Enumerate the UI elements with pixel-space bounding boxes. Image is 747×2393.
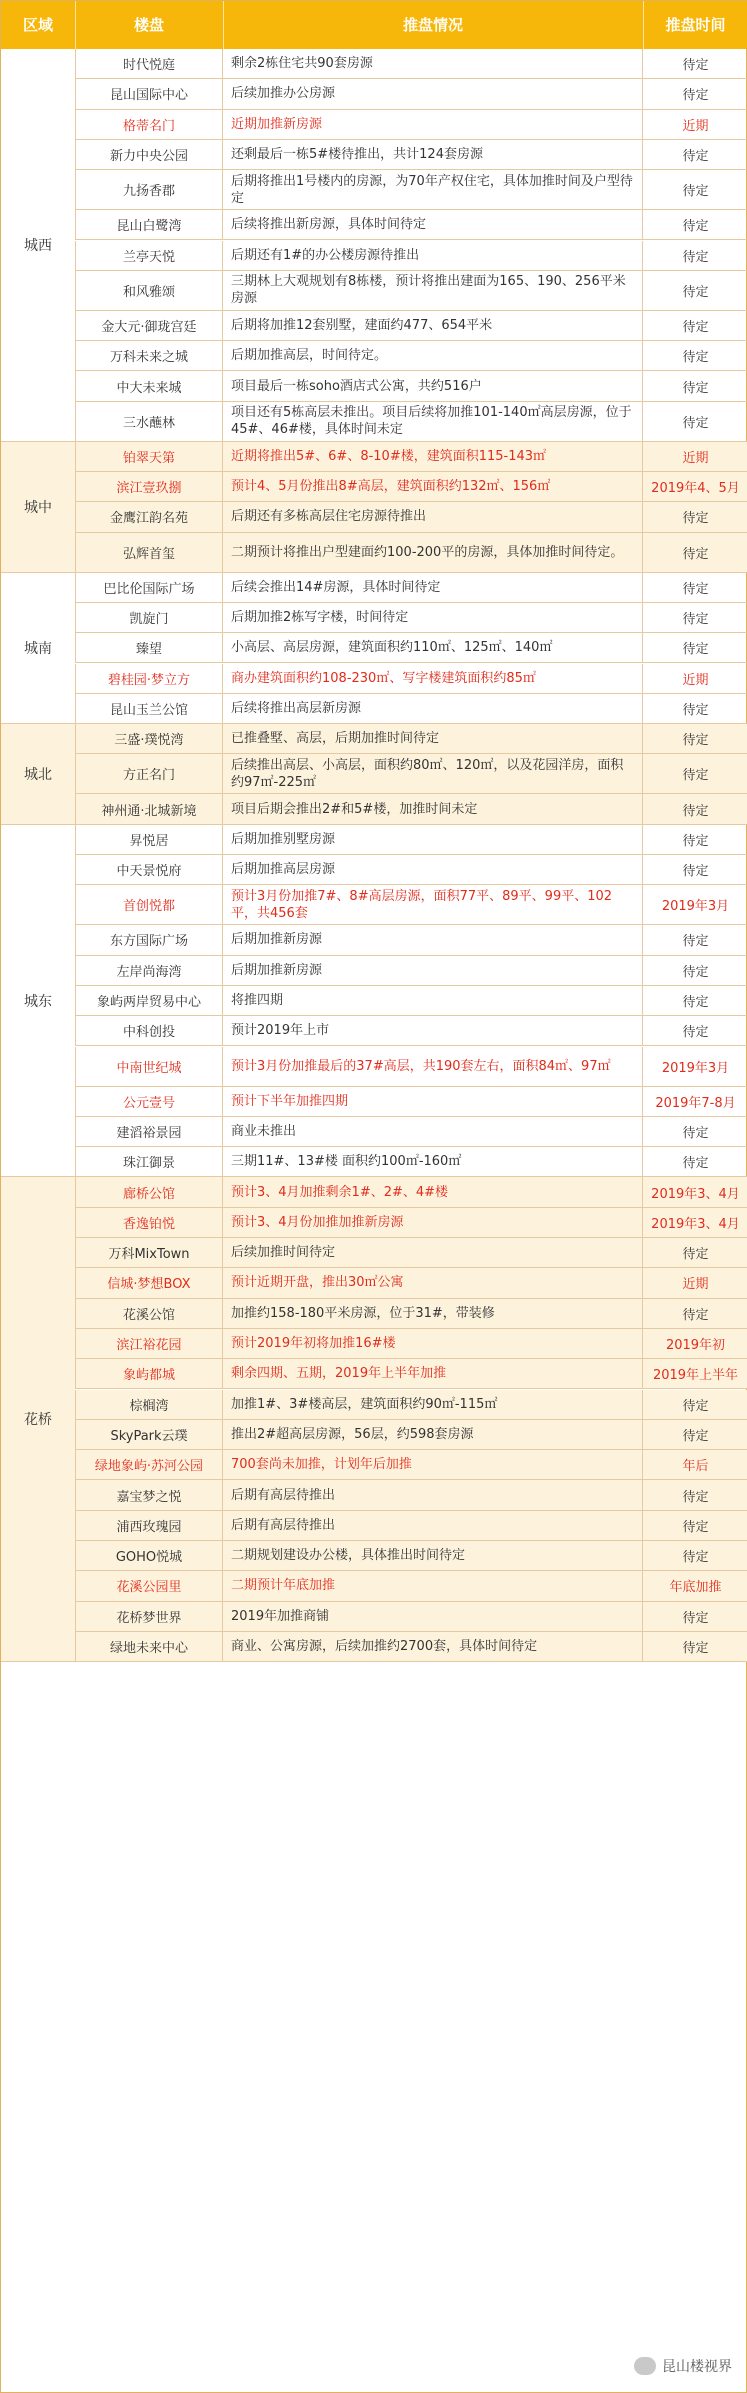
project-name: 三水蘸林 <box>75 402 223 441</box>
table-row <box>75 271 747 311</box>
project-name: 方正名门 <box>75 754 223 793</box>
table-row <box>75 1016 747 1046</box>
project-name: 昆山白鹭湾 <box>75 210 223 239</box>
launch-time: 2019年7-8月 <box>655 1095 736 1111</box>
project-name: 中南世纪城 <box>75 1047 223 1086</box>
launch-time: 待定 <box>682 380 709 396</box>
launch-description: 预计3、4月加推剩余1#、2#、4#楼 <box>223 1177 643 1206</box>
project-name: 三盛·璞悦湾 <box>75 724 223 753</box>
launch-time: 待定 <box>682 995 709 1011</box>
table-row <box>75 79 747 109</box>
launch-description: 后期加推别墅房源 <box>223 825 643 854</box>
launch-description: 后期将推出1号楼内的房源，为70年产权住宅，具体加推时间及户型待定 <box>223 170 643 209</box>
header-time: 推盘时间 <box>665 16 726 34</box>
launch-time: 2019年初 <box>665 1338 726 1354</box>
area-cell: 城中 <box>1 442 75 573</box>
launch-time: 2019年上半年 <box>652 1368 739 1384</box>
project-name: 廊桥公馆 <box>75 1177 223 1206</box>
project-name: 中天景悦府 <box>75 855 223 884</box>
table-row <box>75 1602 747 1632</box>
table-row <box>75 1208 747 1238</box>
launch-time: 待定 <box>682 149 709 165</box>
launch-description: 商业未推出 <box>223 1117 643 1146</box>
table-row <box>75 49 747 79</box>
table-row <box>75 502 747 532</box>
project-name: 建滔裕景园 <box>75 1117 223 1146</box>
project-name: 铂翠天第 <box>75 442 223 471</box>
launch-time: 待定 <box>682 612 709 628</box>
launch-description: 加推1#、3#楼高层，建筑面积约90㎡-115㎡ <box>223 1390 643 1419</box>
project-name: 臻望 <box>75 633 223 662</box>
table-row <box>75 1047 747 1087</box>
launch-description: 后续加推办公房源 <box>223 79 643 108</box>
launch-time: 2019年4、5月 <box>651 481 740 497</box>
launch-description: 三期11#、13#楼 面积约100㎡-160㎡ <box>223 1147 643 1176</box>
launch-description: 还剩最后一栋5#楼待推出，共计124套房源 <box>223 140 643 169</box>
project-name: 公元壹号 <box>75 1087 223 1116</box>
project-name: 绿地象屿·苏河公园 <box>75 1450 223 1479</box>
launch-description: 后续加推时间待定 <box>223 1238 643 1267</box>
table-row <box>75 1238 747 1268</box>
launch-description: 后期有高层待推出 <box>223 1511 643 1540</box>
launch-time: 待定 <box>682 350 709 366</box>
launch-time: 待定 <box>682 1550 709 1566</box>
table-row <box>75 1268 747 1298</box>
launch-description: 预计3、4月份加推加推新房源 <box>223 1208 643 1237</box>
project-name: 棕榈湾 <box>75 1390 223 1419</box>
table-row <box>75 442 747 472</box>
launch-description: 后期还有1#的办公楼房源待推出 <box>223 241 643 270</box>
project-name: 金鹰江韵名苑 <box>75 502 223 531</box>
launch-time: 待定 <box>682 1428 709 1444</box>
project-name: 碧桂园·梦立方 <box>75 664 223 693</box>
project-name: 嘉宝梦之悦 <box>75 1480 223 1509</box>
table-row <box>75 1117 747 1147</box>
project-name: 花溪公园里 <box>75 1571 223 1600</box>
launch-description: 后期加推2栋写字楼，时间待定 <box>223 603 643 632</box>
table-row <box>75 694 747 724</box>
table-row <box>75 1480 747 1510</box>
launch-description: 近期加推新房源 <box>223 110 643 139</box>
table-row <box>75 140 747 170</box>
table-row <box>75 1450 747 1480</box>
launch-time: 年后 <box>682 1459 709 1475</box>
table-row <box>75 311 747 341</box>
launch-time: 待定 <box>682 58 709 74</box>
launch-description: 加推约158-180平米房源，位于31#，带装修 <box>223 1299 643 1328</box>
area-cell: 花桥 <box>1 1177 75 1662</box>
area-cell: 城西 <box>1 49 75 442</box>
table-row <box>75 724 747 754</box>
table-row <box>75 371 747 401</box>
table-row <box>75 1087 747 1117</box>
project-name: 中大未来城 <box>75 371 223 400</box>
launch-description: 预计3月份加推7#、8#高层房源，面积77平、89平、99平、102平，共456套 <box>223 885 643 924</box>
table-row <box>75 1299 747 1329</box>
table-row <box>75 754 747 794</box>
launch-description: 推出2#超高层房源，56层，约598套房源 <box>223 1420 643 1449</box>
launch-description: 后期将加推12套别墅，建面约477、654平米 <box>223 311 643 340</box>
area-cell: 城东 <box>1 825 75 1178</box>
table-row <box>75 1420 747 1450</box>
header-desc: 推盘情况 <box>402 16 463 34</box>
area-cell: 城北 <box>1 724 75 825</box>
launch-time: 近期 <box>682 450 709 466</box>
launch-description: 项目最后一栋soho酒店式公寓，共约516户 <box>223 371 643 400</box>
launch-time: 年底加推 <box>669 1580 722 1596</box>
launch-description: 预计4、5月份推出8#高层，建筑面积约132㎡、156㎡ <box>223 472 643 501</box>
launch-time: 待定 <box>682 284 709 300</box>
launch-description: 后期加推高层，时间待定。 <box>223 341 643 370</box>
launch-time: 待定 <box>682 864 709 880</box>
table-row <box>75 170 747 210</box>
launch-description: 项目后期会推出2#和5#楼，加推时间未定 <box>223 794 643 823</box>
launch-description: 后期还有多栋高层住宅房源待推出 <box>223 502 643 531</box>
launch-time: 2019年3月 <box>661 1060 730 1076</box>
launch-description: 后续将推出新房源，具体时间待定 <box>223 210 643 239</box>
table-row <box>75 986 747 1016</box>
project-name: 象屿两岸贸易中心 <box>75 986 223 1015</box>
table-row <box>75 1147 747 1177</box>
table-row <box>75 1632 747 1662</box>
project-name: 浦西玫瑰园 <box>75 1511 223 1540</box>
launch-description: 二期规划建设办公楼，具体推出时间待定 <box>223 1541 643 1570</box>
launch-description: 商办建筑面积约108-230㎡、写字楼建筑面积约85㎡ <box>223 664 643 693</box>
launch-time: 2019年3、4月 <box>651 1216 740 1232</box>
launch-time: 待定 <box>682 546 709 562</box>
table-row <box>75 341 747 371</box>
project-name: 格蒂名门 <box>75 110 223 139</box>
launch-description: 后续将推出高层新房源 <box>223 694 643 723</box>
launch-time: 待定 <box>682 1247 709 1263</box>
table-row <box>75 633 747 663</box>
launch-time: 待定 <box>682 184 709 200</box>
table-row <box>75 825 747 855</box>
table-row <box>75 1511 747 1541</box>
table-row <box>75 885 747 925</box>
launch-time: 近期 <box>682 672 709 688</box>
watermark <box>634 2356 732 2376</box>
launch-time: 待定 <box>682 1125 709 1141</box>
table-row <box>75 1541 747 1571</box>
project-name: 凯旋门 <box>75 603 223 632</box>
launch-time: 待定 <box>682 642 709 658</box>
project-name: 和风雅颂 <box>75 271 223 310</box>
project-name: 象屿都城 <box>75 1359 223 1388</box>
launch-time: 近期 <box>682 118 709 134</box>
table-row <box>75 1571 747 1601</box>
table-row <box>75 1329 747 1359</box>
table-row <box>75 1177 747 1207</box>
project-name: 东方国际广场 <box>75 925 223 954</box>
launch-time: 待定 <box>682 1025 709 1041</box>
launch-description: 近期将推出5#、6#、8-10#楼，建筑面积115-143㎡ <box>223 442 643 471</box>
table-row <box>75 794 747 824</box>
project-name: GOHO悦城 <box>75 1541 223 1570</box>
launch-description: 二期预计将推出户型建面约100-200平的房源，具体加推时间待定。 <box>223 533 643 572</box>
project-name: SkyPark云璞 <box>75 1420 223 1449</box>
launch-time: 待定 <box>682 1641 709 1657</box>
project-name: 昆山玉兰公馆 <box>75 694 223 723</box>
project-name: 中科创投 <box>75 1016 223 1045</box>
launch-description: 三期林上大观规划有8栋楼，预计将推出建面为165、190、256平米房源 <box>223 271 643 310</box>
table-row <box>75 1390 747 1420</box>
project-name: 绿地未来中心 <box>75 1632 223 1661</box>
project-name: 滨江壹玖捌 <box>75 472 223 501</box>
project-name: 时代悦庭 <box>75 49 223 78</box>
launch-description: 后期加推新房源 <box>223 925 643 954</box>
launch-time: 待定 <box>682 1307 709 1323</box>
launch-description: 2019年加推商铺 <box>223 1602 643 1631</box>
header-area: 区域 <box>22 16 53 34</box>
launch-description: 后期有高层待推出 <box>223 1480 643 1509</box>
project-name: 新力中央公园 <box>75 140 223 169</box>
launch-time: 待定 <box>682 219 709 235</box>
launch-description: 小高层、高层房源，建筑面积约110㎡、125㎡、140㎡ <box>223 633 643 662</box>
project-name: 兰亭天悦 <box>75 241 223 270</box>
launch-time: 待定 <box>682 1156 709 1172</box>
wechat-icon <box>634 2357 656 2375</box>
project-name: 花溪公馆 <box>75 1299 223 1328</box>
project-name: 花桥梦世界 <box>75 1602 223 1631</box>
project-name: 香逸铂悦 <box>75 1208 223 1237</box>
launch-description: 剩余2栋住宅共90套房源 <box>223 49 643 78</box>
launch-description: 将推四期 <box>223 986 643 1015</box>
launch-time: 待定 <box>682 511 709 527</box>
project-name: 滨江裕花园 <box>75 1329 223 1358</box>
launch-time: 待定 <box>682 768 709 784</box>
project-name: 九扬香郡 <box>75 170 223 209</box>
project-name: 首创悦都 <box>75 885 223 924</box>
launch-description: 商业、公寓房源，后续加推约2700套，具体时间待定 <box>223 1632 643 1661</box>
launch-description: 预计近期开盘，推出30㎡公寓 <box>223 1268 643 1297</box>
project-name: 珠江御景 <box>75 1147 223 1176</box>
launch-time: 待定 <box>682 88 709 104</box>
project-name: 巴比伦国际广场 <box>75 573 223 602</box>
launch-time: 待定 <box>682 415 709 431</box>
watermark-text: 昆山楼视界 <box>662 2359 732 2375</box>
header-name: 楼盘 <box>133 16 164 34</box>
project-name: 弘辉首玺 <box>75 533 223 572</box>
project-name: 万科MixTown <box>75 1238 223 1267</box>
project-name: 金大元·御珑宫廷 <box>75 311 223 340</box>
launch-description: 二期预计年底加推 <box>223 1571 643 1600</box>
project-name: 万科未来之城 <box>75 341 223 370</box>
launch-description: 项目还有5栋高层未推出。项目后续将加推101-140㎡高层房源，位于45#、46#楼，具体时间未定 <box>223 402 643 441</box>
launch-description: 预计下半年加推四期 <box>223 1087 643 1116</box>
launch-description: 预计3月份加推最后的37#高层，共190套左右，面积84㎡、97㎡ <box>223 1047 643 1086</box>
table-row <box>75 402 747 442</box>
launch-time: 2019年3月 <box>661 899 730 915</box>
launch-time: 待定 <box>682 1489 709 1505</box>
launch-description: 后续会推出14#房源，具体时间待定 <box>223 573 643 602</box>
table-row <box>75 210 747 240</box>
launch-description: 已推叠墅、高层，后期加推时间待定 <box>223 724 643 753</box>
launch-description: 后期加推新房源 <box>223 956 643 985</box>
launch-description: 后期加推高层房源 <box>223 855 643 884</box>
table-row <box>75 925 747 955</box>
launch-description: 预计2019年上市 <box>223 1016 643 1045</box>
table-row <box>75 1359 747 1389</box>
launch-time: 待定 <box>682 964 709 980</box>
project-name: 信城·梦想BOX <box>75 1268 223 1297</box>
project-name: 神州通·北城新境 <box>75 794 223 823</box>
launch-time: 2019年3、4月 <box>651 1186 740 1202</box>
launch-time: 待定 <box>682 833 709 849</box>
table-row <box>75 956 747 986</box>
launch-time: 近期 <box>682 1277 709 1293</box>
launch-time: 待定 <box>682 1610 709 1626</box>
launch-description: 700套尚未加推，计划年后加推 <box>223 1450 643 1479</box>
table-row <box>75 533 747 573</box>
table-header <box>1 1 747 49</box>
table-row <box>75 472 747 502</box>
launch-description: 预计2019年初将加推16#楼 <box>223 1329 643 1358</box>
launch-time: 待定 <box>682 581 709 597</box>
project-name: 昇悦居 <box>75 825 223 854</box>
launch-time: 待定 <box>682 803 709 819</box>
table-row <box>75 855 747 885</box>
launch-time: 待定 <box>682 249 709 265</box>
launch-time: 待定 <box>682 1519 709 1535</box>
launch-time: 待定 <box>682 1398 709 1414</box>
table-row <box>75 664 747 694</box>
area-cell: 城南 <box>1 573 75 725</box>
table-row <box>75 603 747 633</box>
table-row <box>75 573 747 603</box>
table-row <box>75 110 747 140</box>
launch-time: 待定 <box>682 733 709 749</box>
project-name: 左岸尚海湾 <box>75 956 223 985</box>
launch-time: 待定 <box>682 319 709 335</box>
launch-time: 待定 <box>682 934 709 950</box>
launch-description: 剩余四期、五期，2019年上半年加推 <box>223 1359 643 1388</box>
launch-time: 待定 <box>682 702 709 718</box>
table-row <box>75 241 747 271</box>
project-name: 昆山国际中心 <box>75 79 223 108</box>
launch-description: 后续推出高层、小高层，面积约80㎡、120㎡，以及花园洋房，面积约97㎡-225㎡ <box>223 754 643 793</box>
